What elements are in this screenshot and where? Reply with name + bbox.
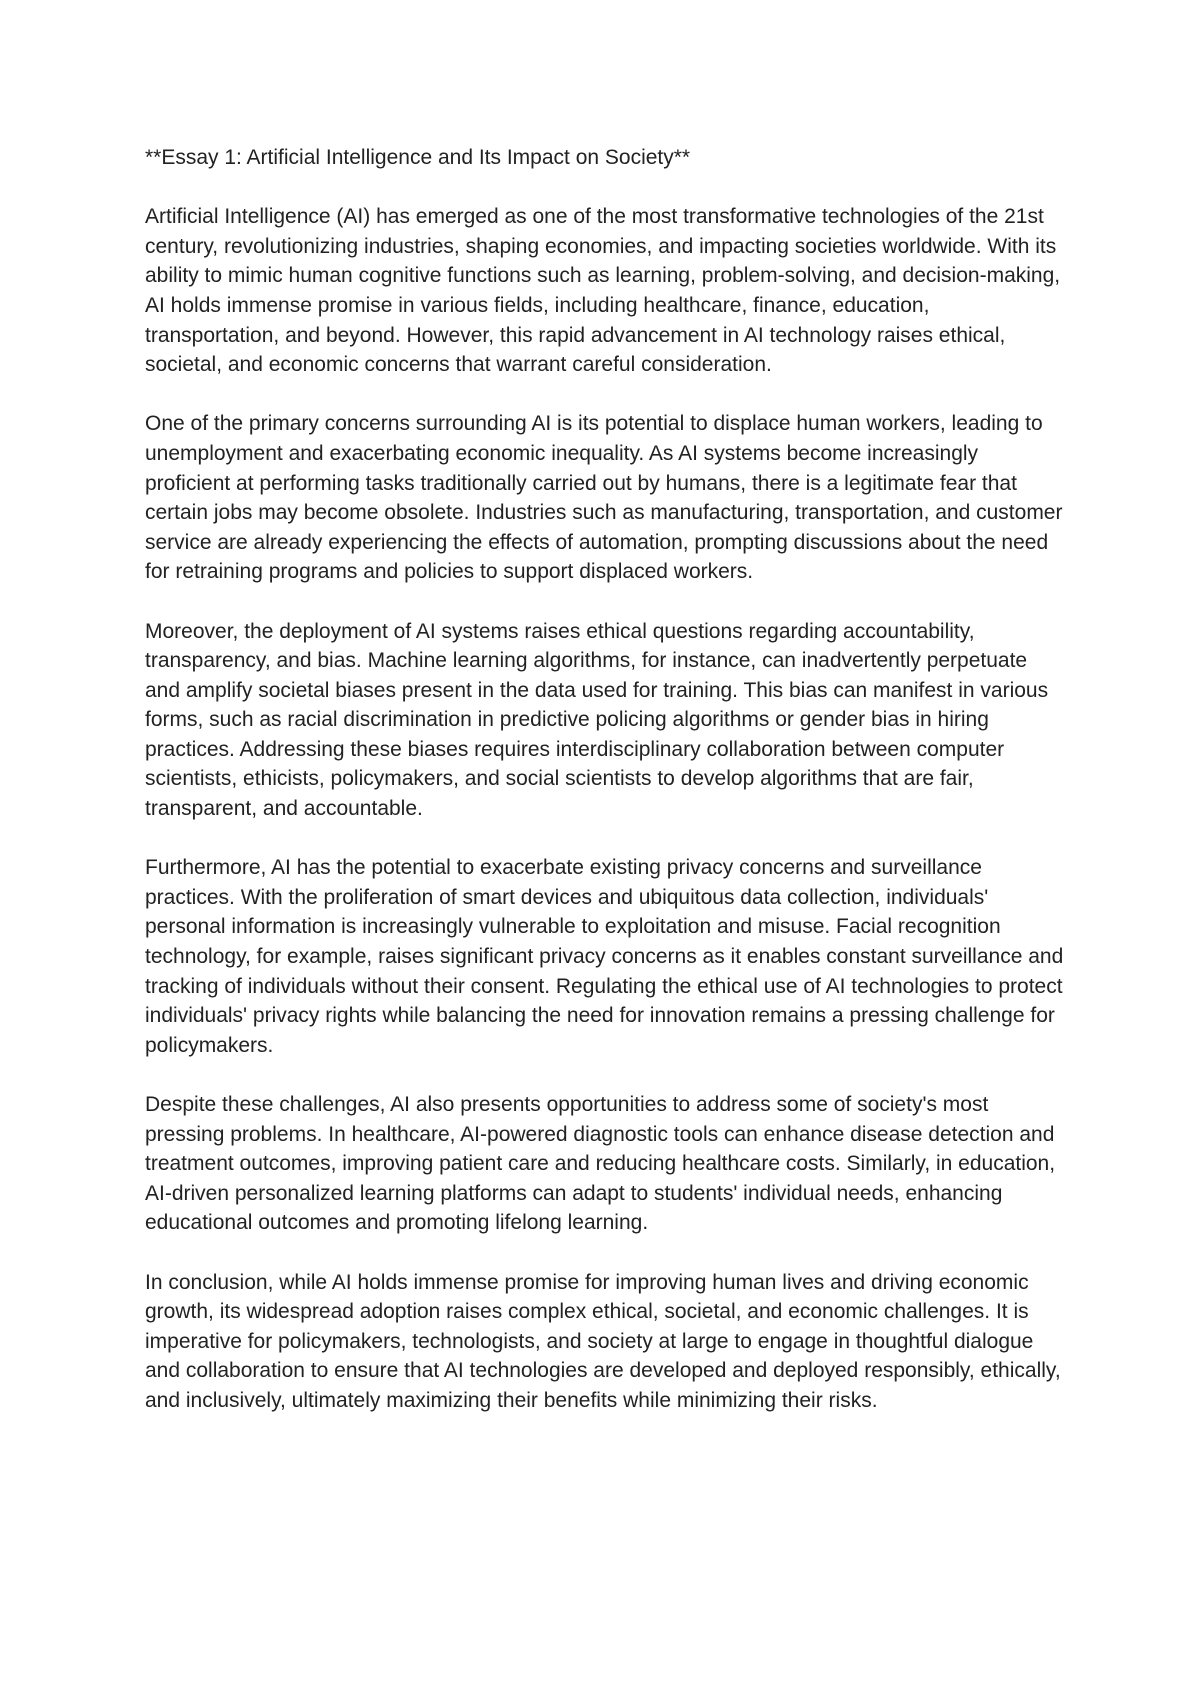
paragraph-ethics-bias: Moreover, the deployment of AI systems raises ethical questions regarding accountability, transparency, and bias. Machine learning algorithms, for instance, can inadvertently perpetuate and amplify societal biases present in the data used for training. This bias can manifest in various forms, such as racial discrimination in predictive policing algorithms or gender bias in hiring practices. Addressing these biases requires interdisciplinary collaboration between computer scientists, ethicists, policymakers, and social scientists to develop algorithms that are fair, transparent, and accountable. xyxy=(145,619,1049,821)
paragraph-privacy: Furthermore, AI has the potential to exacerbate existing privacy concerns and surveillance practices. With the proliferation of smart devices and ubiquitous data collection, individuals' personal information is increasingly vulnerable to exploitation and misuse. Facial recognition technology, for example, raises significant privacy concerns as it enables constant surveillance and tracking of individuals without their consent. Regulating the ethical use of AI technologies to protect individuals' privacy rights while balancing the need for innovation remains a pressing challenge for policymakers. xyxy=(145,856,1064,1057)
paragraph-intro: Artificial Intelligence (AI) has emerged as one of the most transformative technologies of the 21st century, revolutionizing industries, shaping economies, and impacting societies worldwide. With its ability to mimic human cognitive functions such as learning, problem-solving, and decision-making, AI holds immense promise in various fields, including healthcare, finance, education, transportation, and beyond. However, this rapid advancement in AI technology raises ethical, societal, and economic concerns that warrant careful consideration. xyxy=(145,205,1061,377)
paragraph-employment: One of the primary concerns surrounding AI is its potential to displace human workers, leading to unemployment and exacerbating economic inequality. As AI systems become increasingly proficient at performing tasks traditionally carried out by humans, there is a legitimate fear that certain jobs may become obsolete. Industries such as manufacturing, transportation, and customer service are already experiencing the effects of automation, prompting discussions about the need for retraining programs and policies to support displaced workers. xyxy=(145,412,1063,584)
paragraph-opportunities: Despite these challenges, AI also presents opportunities to address some of society's most pressing problems. In healthcare, AI-powered diagnostic tools can enhance disease detection and treatment outcomes, improving patient care and reducing healthcare costs. Similarly, in education, AI-driven personalized learning platforms can adapt to students' individual needs, enhancing educational outcomes and promoting lifelong learning. xyxy=(145,1093,1056,1235)
essay-title: **Essay 1: Artificial Intelligence and Its Impact on Society** xyxy=(145,146,691,169)
essay-body xyxy=(145,143,1065,1445)
paragraph-conclusion: In conclusion, while AI holds immense promise for improving human lives and driving economic growth, its widespread adoption raises complex ethical, societal, and economic challenges. It is imperative for policymakers, technologists, and society at large to engage in thoughtful dialogue and collaboration to ensure that AI technologies are developed and deployed responsibly, ethically, and inclusively, ultimately maximizing their benefits while minimizing their risks. xyxy=(145,1270,1061,1412)
